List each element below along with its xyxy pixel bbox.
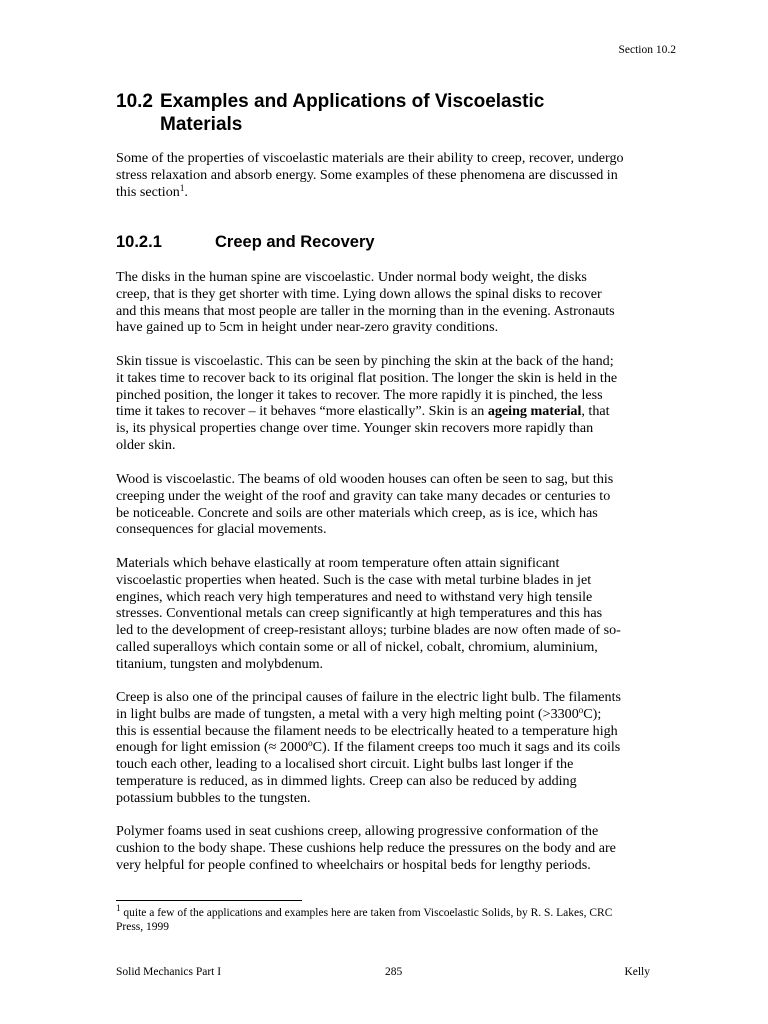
intro-line3-end: . <box>184 183 188 200</box>
paragraph-light-bulb <box>116 689 676 807</box>
paragraph-line: temperature is reduced, as in dimmed lights. Creep can also be reduced by adding <box>116 772 577 789</box>
paragraph-line <box>116 739 676 756</box>
intro-line3-text: this section <box>116 183 180 200</box>
paragraph-line: and this means that most people are taller in the morning than in the evening. Astronauts <box>116 302 615 319</box>
footnote-text: quite a few of the applications and examples here are taken from Viscoelastic Solids, by R. S. Lakes, CRC <box>120 907 613 919</box>
paragraph-line: viscoelastic properties when heated. Such is the case with metal turbine blades in jet <box>116 571 592 588</box>
paragraph-wood <box>116 471 676 538</box>
paragraph-line: older skin. <box>116 436 176 453</box>
paragraph-line: potassium bubbles to the tungsten. <box>116 789 311 806</box>
paragraph-line: stresses. Conventional metals can creep significantly at high temperatures and this has <box>116 605 603 622</box>
paragraph-line <box>116 706 676 723</box>
degree-mark: o <box>308 738 313 749</box>
paragraph-line: cushion to the body shape. These cushions help reduce the pressures on the body and are <box>116 839 616 856</box>
degree-mark: o <box>578 704 584 715</box>
paragraph-line: titanium, tungsten and molybdenum. <box>116 655 324 672</box>
paragraph-line <box>116 403 676 420</box>
paragraph-line: creep, that is they get shorter with time. Lying down allows the spinal disks to recover <box>116 285 602 302</box>
paragraph-line: pinched position, the longer it takes to recover. The more rapidly it is pinched, the less <box>116 386 603 403</box>
running-head: Section 10.2 <box>618 44 676 56</box>
paragraph-line: Skin tissue is viscoelastic. This can be seen by pinching the skin at the back of the hand; <box>116 353 614 369</box>
section-title-line1: Examples and Applications of Viscoelastic <box>160 91 545 112</box>
line-text: enough for light emission (≈ 2000 <box>116 739 309 756</box>
paragraph-line: creeping under the weight of the roof and gravity can take many decades or centuries to <box>116 487 611 504</box>
section-number: 10.2 <box>116 91 153 112</box>
footnote <box>116 903 676 934</box>
subsection-number: 10.2.1 <box>116 233 162 251</box>
paragraph-skin <box>116 353 676 454</box>
page-number: 285 <box>385 966 403 978</box>
footnote-line <box>116 903 676 920</box>
subsection-title <box>116 233 375 252</box>
paragraph-line: Wood is viscoelastic. The beams of old wooden houses can often be seen to sag, but this <box>116 471 614 487</box>
paragraph-line: Polymer foams used in seat cushions creep, allowing progressive conformation of the <box>116 823 599 839</box>
paragraph-line: The disks in the human spine are viscoelastic. Under normal body weight, the disks <box>116 269 587 285</box>
paragraph-line: Materials which behave elastically at room temperature often attain significant <box>116 555 560 571</box>
paragraph-line: Creep is also one of the principal causes of failure in the electric light bulb. The filaments <box>116 689 621 705</box>
line-text: , that <box>581 403 610 420</box>
footnote-marker: 1 <box>116 903 121 913</box>
line-text: time it takes to recover – it behaves “more elastically”. Skin is an <box>116 403 488 420</box>
paragraph-line: very helpful for people confined to wheelchairs or hospital beds for lengthy periods. <box>116 856 591 873</box>
paragraph-line: engines, which reach very high temperatures and need to withstand very high tensile <box>116 588 593 605</box>
paragraph-spine <box>116 269 676 336</box>
paragraph-line: is, its physical properties change over time. Younger skin recovers more rapidly than <box>116 420 594 437</box>
paragraph-foams <box>116 823 676 873</box>
intro-line: stress relaxation and absorb energy. Some examples of these phenomena are discussed in <box>116 166 618 183</box>
footnote-divider <box>116 900 302 901</box>
section-title-line2: Materials <box>160 114 243 135</box>
section-title <box>116 90 676 136</box>
paragraph-line: this is essential because the filament needs to be electrically heated to a temperature high <box>116 722 618 739</box>
paragraph-line: be noticeable. Concrete and soils are other materials which creep, as is ice, which has <box>116 504 598 521</box>
paragraph-line: led to the development of creep-resistant alloys; turbine blades are now often made of so- <box>116 622 621 639</box>
paragraph-line: have gained up to 5cm in height under near-zero gravity conditions. <box>116 319 499 336</box>
intro-paragraph <box>116 150 676 200</box>
bold-term: ageing material <box>487 403 582 420</box>
paragraph-line: called superalloys which contain some or all of nickel, cobalt, chromium, aluminium, <box>116 638 598 655</box>
line-text: in light bulbs are made of tungsten, a metal with a very high melting point (>3300 <box>116 705 579 722</box>
subsection-title-text: Creep and Recovery <box>215 233 375 251</box>
line-text: C). If the filament creeps too much it sags and its coils <box>312 739 621 756</box>
paragraph-line: touch each other, leading to a localised short circuit. Light bulbs last longer if the <box>116 756 574 773</box>
footnote-line: Press, 1999 <box>116 921 170 933</box>
footer-author: Kelly <box>624 966 650 978</box>
footer-course: Solid Mechanics Part I <box>116 966 222 978</box>
paragraph-line: consequences for glacial movements. <box>116 521 327 538</box>
intro-line: Some of the properties of viscoelastic materials are their ability to creep, recover, undergo <box>116 150 624 166</box>
footnote-ref: 1 <box>179 182 185 193</box>
paragraph-line: it takes time to recover back to its original flat position. The longer the skin is held in the <box>116 369 618 386</box>
line-text: C); <box>583 705 602 722</box>
paragraph-turbine <box>116 555 676 673</box>
intro-line <box>116 184 676 201</box>
